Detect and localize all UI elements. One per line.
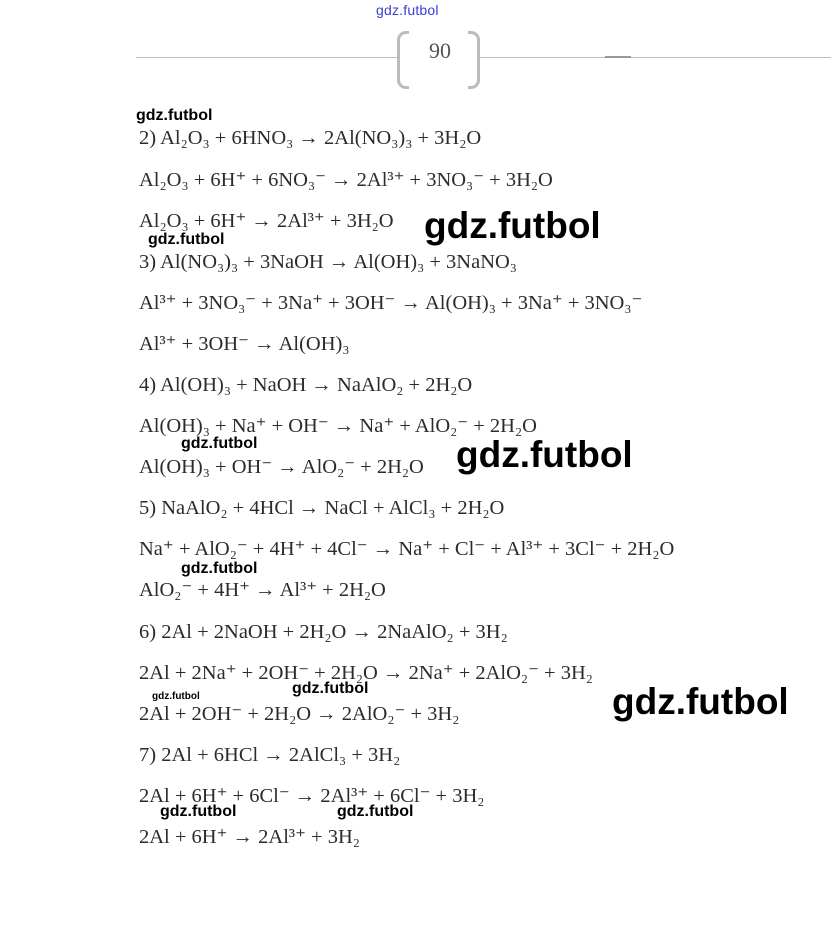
equation-5-molecular: 5) NaAlO₂ + 4HCl → NaCl + AlCl₃ + 2H₂O [139,497,505,519]
equation-2-short-ionic: Al₂O₃ + 6H⁺ → 2Al³⁺ + 3H₂O [139,210,394,232]
equation-3-full-ionic: Al³⁺ + 3NO₃⁻ + 3Na⁺ + 3OH⁻ → Al(OH)₃ + 3Na⁺ + 3NO₃⁻ [139,292,643,314]
equation-3-short-ionic: Al³⁺ + 3OH⁻ → Al(OH)₃ [139,333,350,355]
equation-6-molecular: 6) 2Al + 2NaOH + 2H₂O → 2NaAlO₂ + 3H₂ [139,621,508,643]
equation-2-molecular: 2) Al₂O₃ + 6HNO₃ → 2Al(NO₃)₃ + 3H₂O [139,127,482,149]
watermark: gdz.futbol [181,560,258,577]
equation-5-full-ionic: Na⁺ + AlO₂⁻ + 4H⁺ + 4Cl⁻ → Na⁺ + Cl⁻ + Al³⁺ + 3Cl⁻ + 2H₂O [139,538,675,560]
watermark: gdz.futbol [152,691,200,702]
site-logo-top: gdz.futbol [376,2,439,18]
equation-7-short-ionic: 2Al + 6H⁺ → 2Al³⁺ + 3H₂ [139,826,360,848]
page-number-bracket-right [468,31,480,89]
equation-4-full-ionic: Al(OH)₃ + Na⁺ + OH⁻ → Na⁺ + AlO₂⁻ + 2H₂O [139,415,537,437]
watermark: gdz.futbol [136,107,213,124]
equation-4-short-ionic: Al(OH)₃ + OH⁻ → AlO₂⁻ + 2H₂O [139,456,424,478]
header-rule-left [136,57,400,58]
page-number-bracket-left [397,31,409,89]
watermark: gdz.futbol [292,680,369,697]
page-number: 90 [429,38,451,63]
watermark: gdz.futbol [160,803,237,820]
watermark: gdz.futbol [456,434,633,475]
watermark: gdz.futbol [337,803,414,820]
equation-5-short-ionic: AlO₂⁻ + 4H⁺ → Al³⁺ + 2H₂O [139,579,386,601]
watermark: gdz.futbol [424,205,601,246]
equation-6-full-ionic: 2Al + 2Na⁺ + 2OH⁻ + 2H₂O → 2Na⁺ + 2AlO₂⁻ + 3H₂ [139,662,593,684]
equation-3-molecular: 3) Al(NO₃)₃ + 3NaOH → Al(OH)₃ + 3NaNO₃ [139,251,517,273]
equation-7-full-ionic: 2Al + 6H⁺ + 6Cl⁻ → 2Al³⁺ + 6Cl⁻ + 3H₂ [139,785,485,807]
equation-7-molecular: 7) 2Al + 6HCl → 2AlCl₃ + 3H₂ [139,744,401,766]
equation-6-short-ionic: 2Al + 2OH⁻ + 2H₂O → 2AlO₂⁻ + 3H₂ [139,703,460,725]
watermark: gdz.futbol [148,231,225,248]
header-rule-dash [605,56,631,58]
watermark: gdz.futbol [181,435,258,452]
equation-2-full-ionic: Al₂O₃ + 6H⁺ + 6NO₃⁻ → 2Al³⁺ + 3NO₃⁻ + 3H₂O [139,169,553,191]
header-rule-right [480,57,831,58]
watermark: gdz.futbol [612,681,789,722]
equation-4-molecular: 4) Al(OH)₃ + NaOH → NaAlO₂ + 2H₂O [139,374,473,396]
